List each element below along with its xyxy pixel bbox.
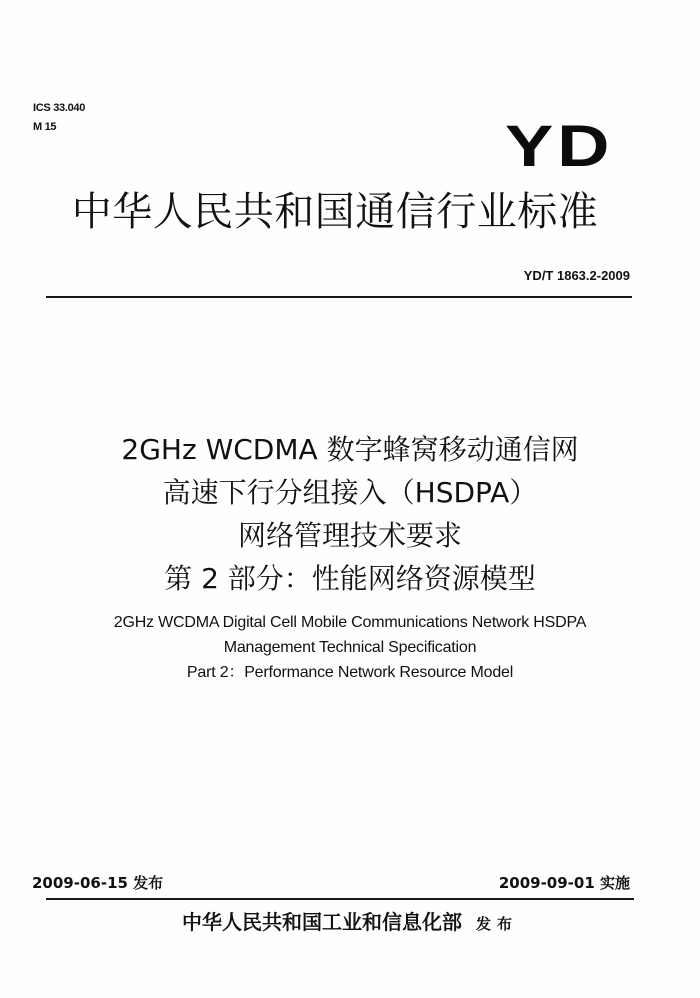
chinese-title-line-1: 2GHz WCDMA 数字蜂窝移动通信网 <box>121 433 579 466</box>
chinese-title-line-4: 第 2 部分：性能网络资源模型 <box>164 562 536 595</box>
ics-code: ICS 33.040 <box>33 102 86 114</box>
chinese-title <box>0 428 700 600</box>
bottom-divider <box>46 898 634 900</box>
top-divider <box>46 296 632 298</box>
implement-date: 2009-09-01 实施 <box>498 874 630 892</box>
publisher-action: 发布 <box>475 915 518 933</box>
publisher-name: 中华人民共和国工业和信息化部 <box>181 910 462 934</box>
english-title-line-3: Part 2：Performance Network Resource Model <box>186 664 514 681</box>
publisher-line <box>0 906 700 935</box>
english-title-line-1: 2GHz WCDMA Digital Cell Mobile Communications Network HSDPA <box>113 614 587 631</box>
standard-type-heading: 中华人民共和国通信行业标准 <box>71 189 599 235</box>
chinese-title-line-3: 网络管理技术要求 <box>237 519 462 552</box>
ccs-code: M 15 <box>33 121 57 133</box>
chinese-title-line-2: 高速下行分组接入（HSDPA） <box>162 476 538 509</box>
english-title <box>0 610 700 685</box>
english-title-line-2: Management Technical Specification <box>223 639 477 656</box>
yd-logo: YD <box>505 114 614 179</box>
classification-codes <box>33 99 85 137</box>
standard-code: YD/T 1863.2-2009 <box>523 268 630 283</box>
publish-date: 2009-06-15 发布 <box>32 874 164 892</box>
